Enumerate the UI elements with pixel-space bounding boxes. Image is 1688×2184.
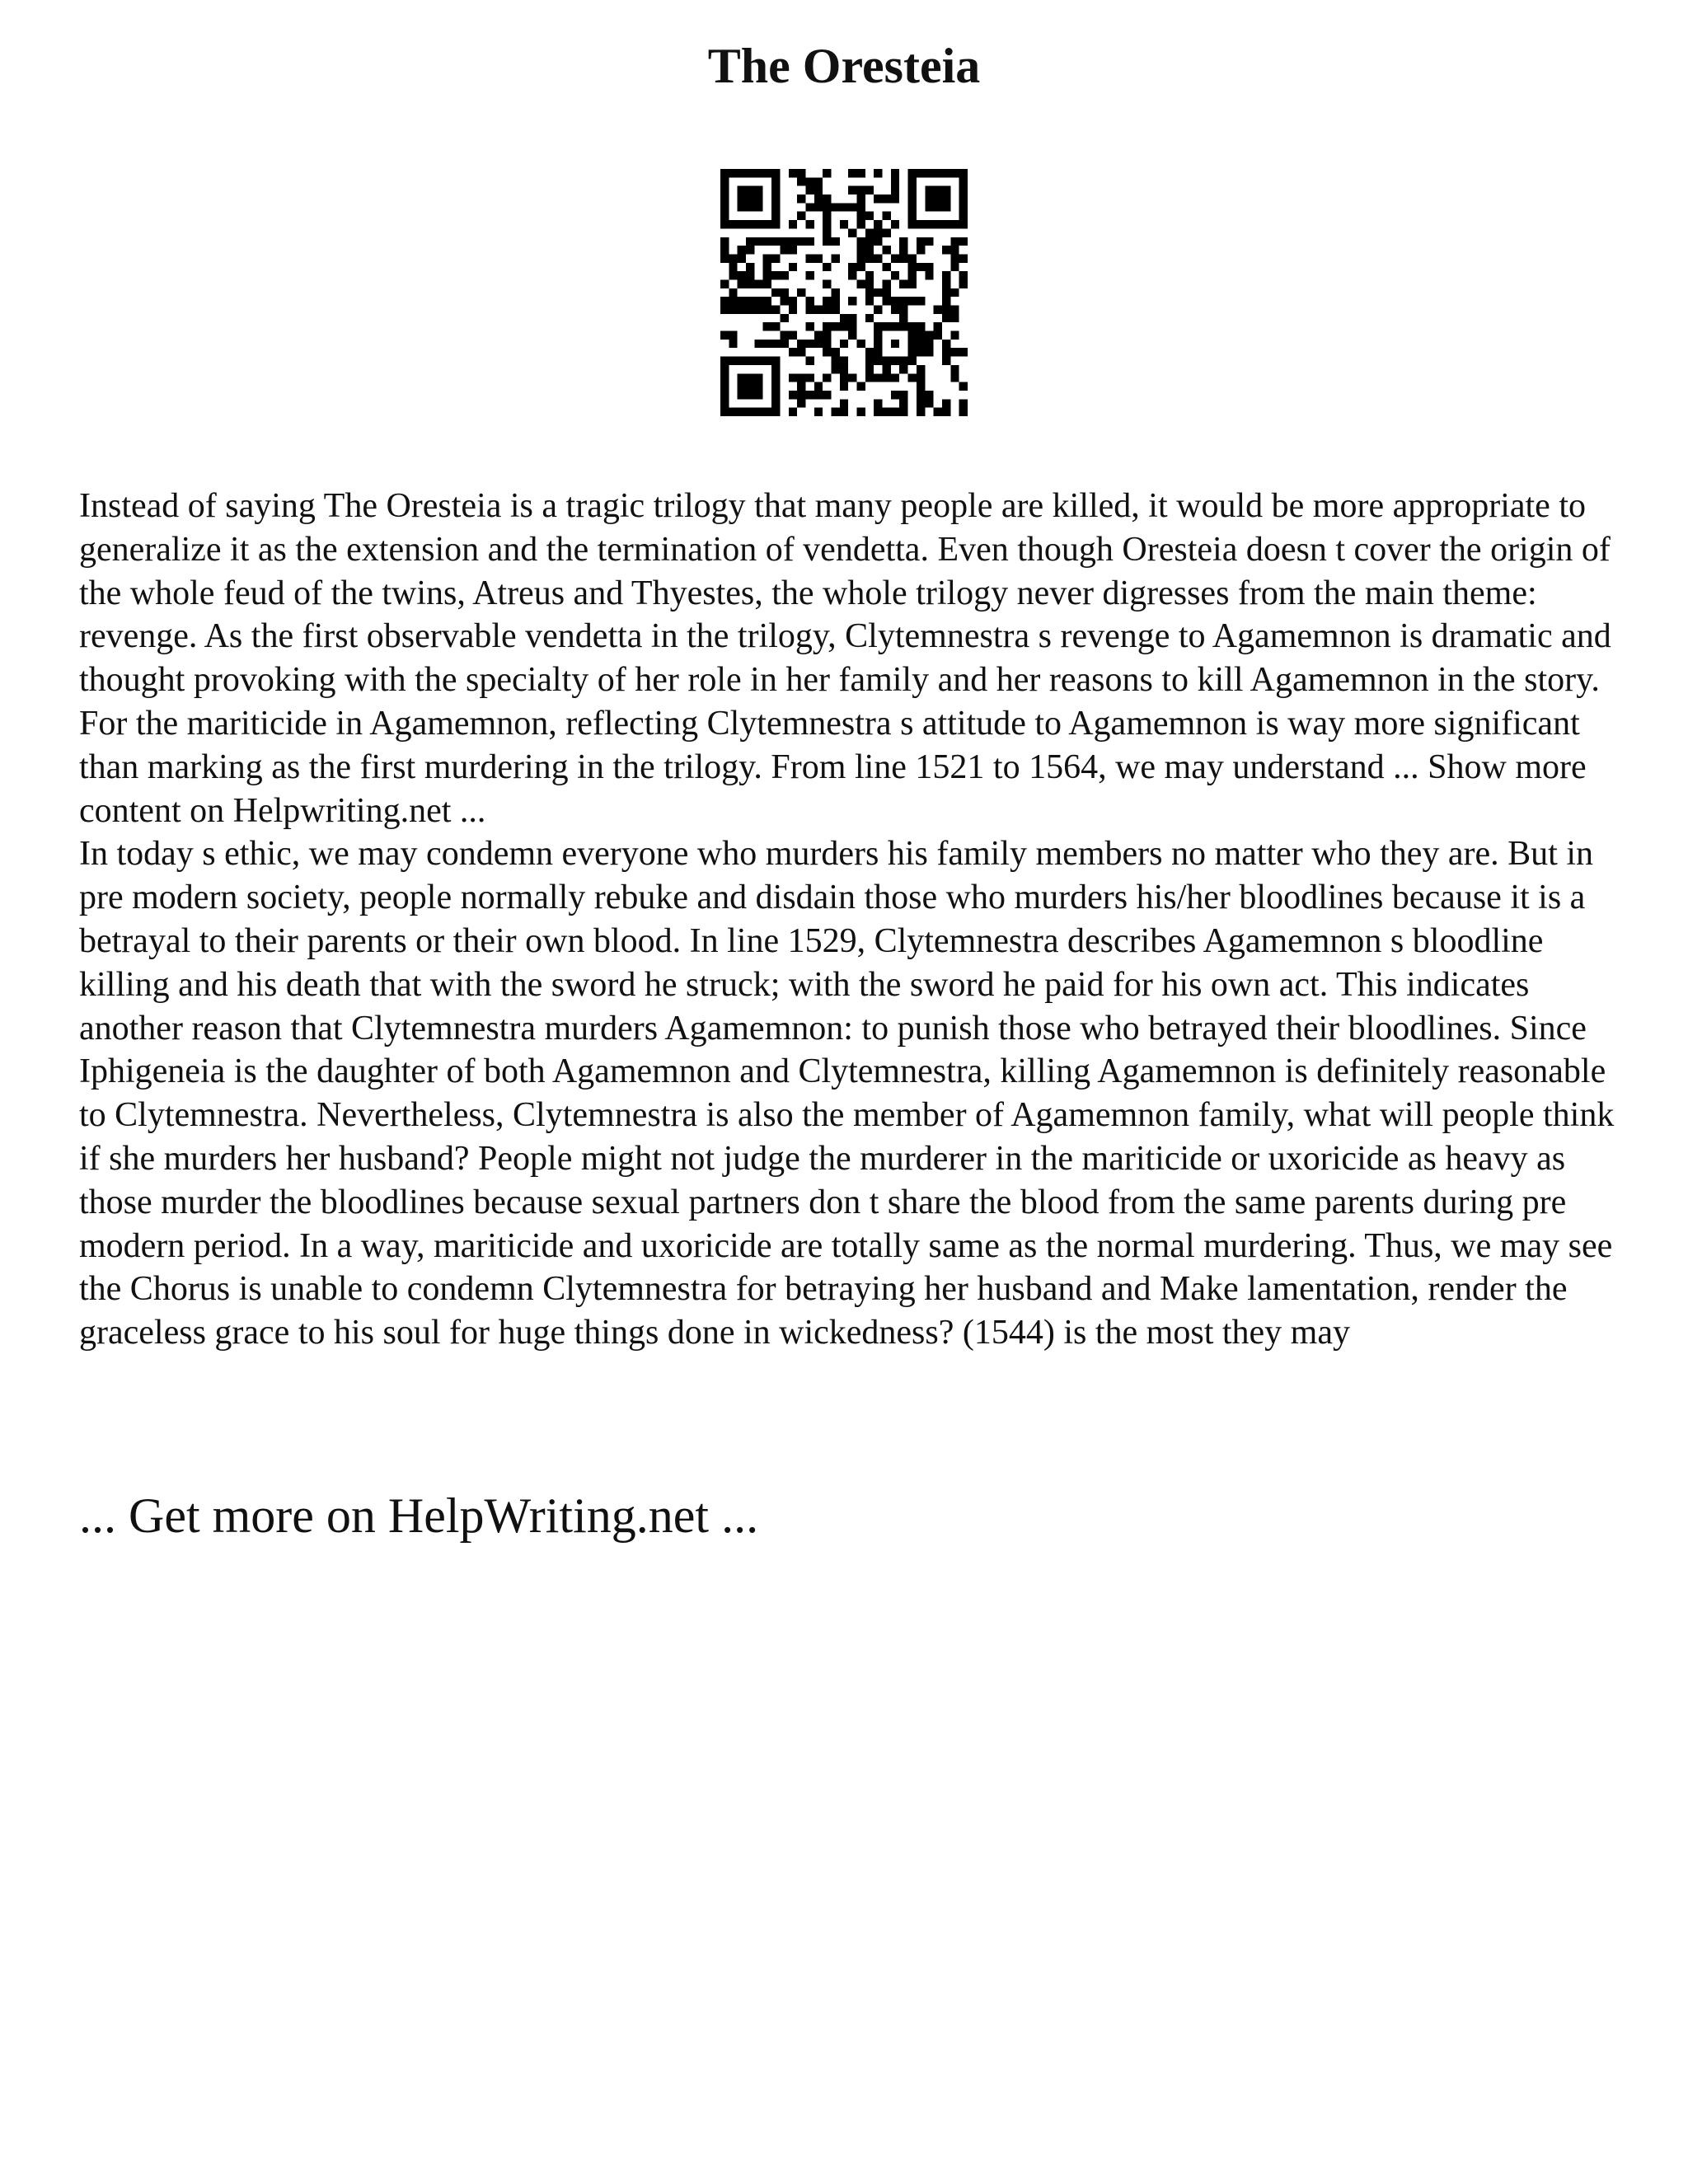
paragraph: For the mariticide in Agamemnon, reflecting Clytemnestra s attitude to Agamemnon is way more significant than marking as the first murdering in the trilogy. From line 1521 to 1564, we may understand ... Show more content on Helpwriting.net ... xyxy=(79,704,1587,830)
qr-code-icon xyxy=(720,169,968,416)
paragraph: Instead of saying The Oresteia is a tragic trilogy that many people are killed, it would be more appropriate to generalize it as the extension and the termination of vendetta. Even though Oresteia doesn t cover the origin of the whole feud of the twins, Atreus and Thyestes, the whole trilogy never digresses from the main theme: revenge. As the first observable vendetta in the trilogy, Clytemnestra s revenge to Agamemnon is dramatic and thought provoking with the specialty of her role in her family and her reasons to kill Agamemnon in the story. xyxy=(79,487,1611,700)
get-more-link[interactable]: ... Get more on HelpWriting.net ... xyxy=(79,1488,759,1543)
paragraph: In today s ethic, we may condemn everyone who murders his family members no matter who they are. But in pre modern society, people normally rebuke and disdain those who murders his/her bloodlines because it is a betrayal to their parents or their own blood. In line 1529, Clytemnestra describes Agamemnon s bloodline killing and his death that with the sword he struck; with the sword he paid for his own act. This indicates another reason that Clytemnestra murders Agamemnon: to punish those who betrayed their bloodlines. Since Iphigeneia is the daughter of both Agamemnon and Clytemnestra, killing Agamemnon is definitely reasonable to Clytemnestra. Nevertheless, Clytemnestra is also the member of Agamemnon family, what will people think if she murders her husband? People might not judge the murderer in the mariticide or uxoricide as heavy as those murder the bloodlines because sexual partners don t share the blood from the same parents during pre modern period. In a way, mariticide and uxoricide are totally same as the normal murdering. Thus, we may see the Chorus is unable to condemn Clytemnestra for betraying her husband and Make lamentation, render the graceless grace to his soul for huge things done in wickedness? (1544) is the most they may xyxy=(79,835,1615,1352)
document-body xyxy=(79,485,1629,1355)
page-title: The Oresteia xyxy=(707,39,981,93)
